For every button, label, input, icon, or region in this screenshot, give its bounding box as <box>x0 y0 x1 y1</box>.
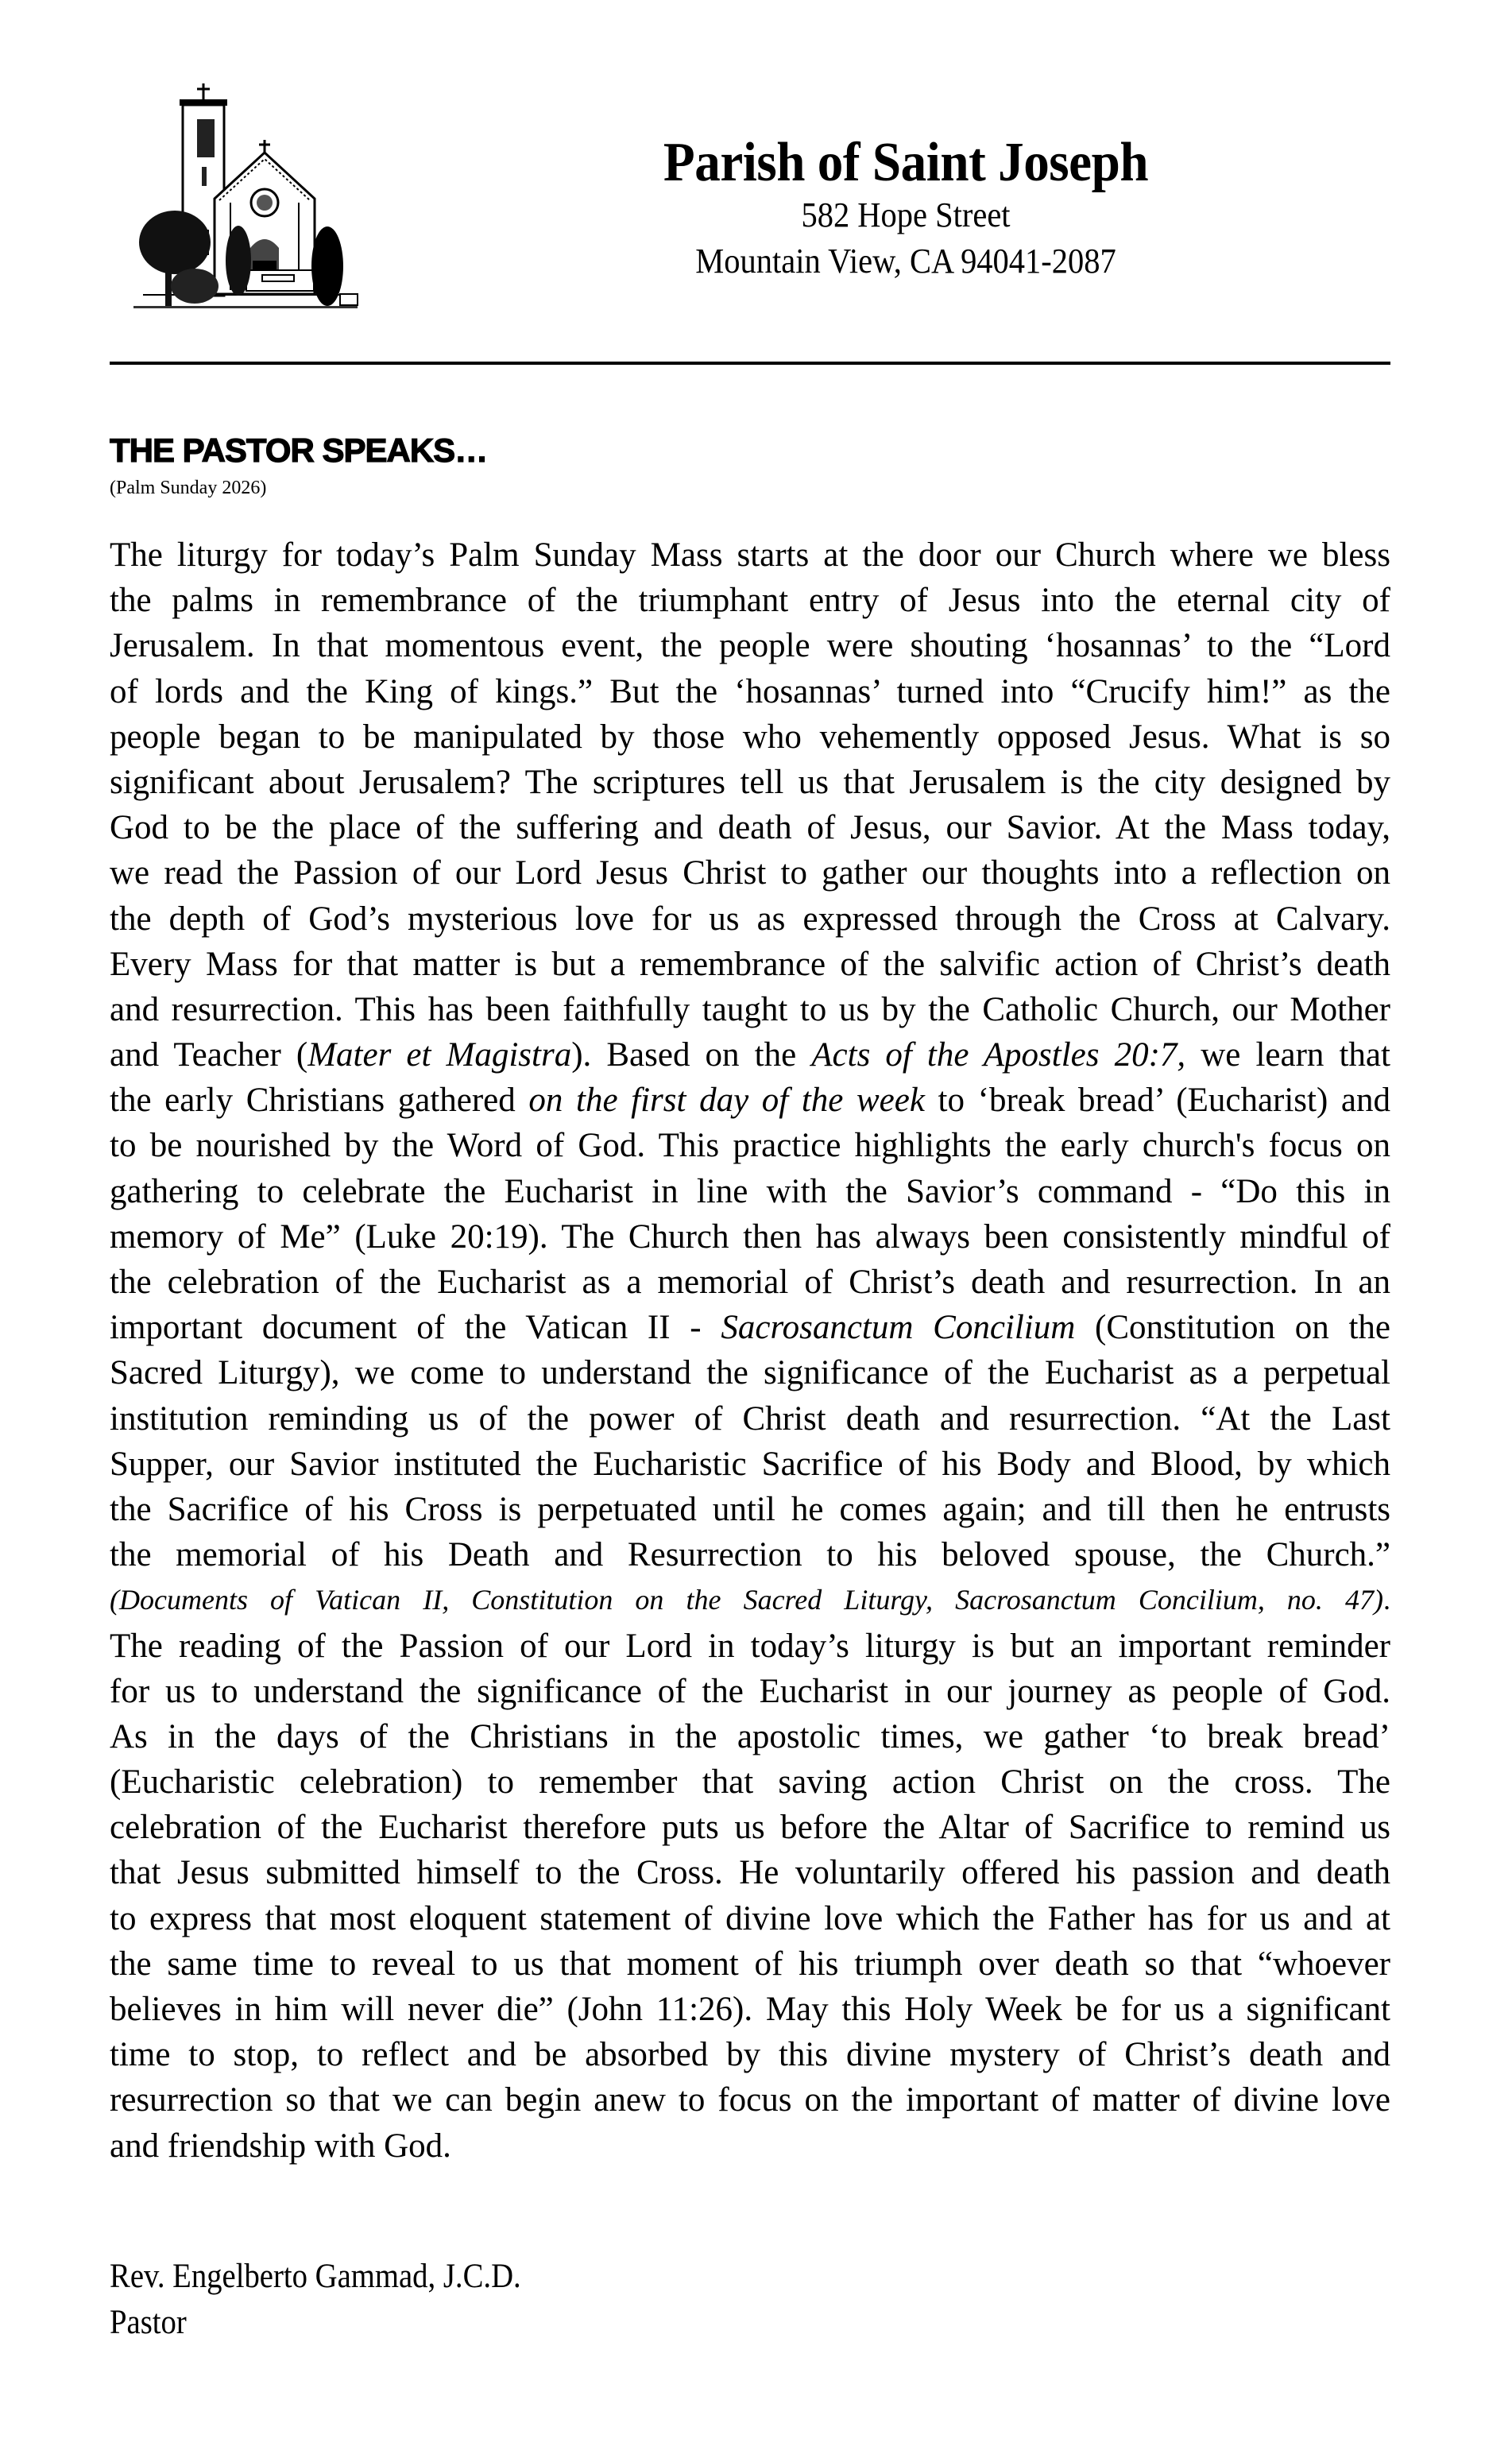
text-run: and friendship with God. <box>110 2127 451 2165</box>
text-run: . <box>1383 1584 1390 1616</box>
body-line <box>110 1896 1390 1941</box>
text-run: the memorial of his Death and Resurrection to his beloved spouse, the Church.” <box>110 1536 1390 1574</box>
body-line <box>110 1941 1390 1987</box>
church-illustration-icon <box>127 64 365 318</box>
body-line <box>110 942 1390 987</box>
body-line <box>110 896 1390 942</box>
body-line <box>110 1805 1390 1850</box>
body-line <box>110 1714 1390 1759</box>
body-line <box>110 1850 1390 1895</box>
text-run: the early Christians gathered <box>110 1082 529 1120</box>
text-run: to express that most eloquent statement of divine love which the Father has for us and at <box>110 1899 1390 1937</box>
header-divider <box>110 362 1390 365</box>
text-run: The reading of the Passion of our Lord in today’s liturgy is but an important reminder <box>110 1627 1390 1665</box>
text-run: Supper, our Savior instituted the Eucharistic Sacrifice of his Body and Blood, by which <box>110 1445 1390 1483</box>
body-line <box>110 1624 1390 1669</box>
body-line <box>110 1577 1390 1623</box>
text-run: people began to be manipulated by those who vehemently opposed Jesus. What is so <box>110 718 1390 756</box>
text-run: (Eucharistic celebration) to remember that saving action Christ on the cross. The <box>110 1763 1390 1802</box>
signature-block <box>110 2254 567 2346</box>
text-run: As in the days of the Christians in the apostolic times, we gather ‘to break bread’ <box>110 1717 1390 1755</box>
text-run: gathering to celebrate the Eucharist in line with the Savior’s command - “Do this in <box>110 1172 1390 1210</box>
text-run: the same time to reveal to us that moment of his triumph over death so that “whoever <box>110 1945 1390 1983</box>
body-line <box>110 1078 1390 1123</box>
text-run: the Sacrifice of his Cross is perpetuated until he comes again; and till then he entrusts <box>110 1490 1390 1528</box>
text-run: resurrection so that we can begin anew to focus on the important of matter of divine love <box>110 2081 1390 2119</box>
signature-title: Pastor <box>110 2304 187 2341</box>
italic-text: (Documents of Vatican II, Constitution on the Sacred Liturgy, Sacrosanctum Concilium, no. 47) <box>110 1584 1383 1616</box>
body-line <box>110 1260 1390 1305</box>
body-line <box>110 1305 1390 1350</box>
text-run: to ‘break bread’ (Eucharist) and <box>924 1082 1391 1120</box>
body-line <box>110 1214 1390 1260</box>
text-run: to be nourished by the Word of God. This practice highlights the early church's focus on <box>110 1127 1390 1165</box>
body-line <box>110 2077 1390 2123</box>
text-run: the celebration of the Eucharist as a memorial of Christ’s death and resurrection. In an <box>110 1264 1390 1301</box>
text-run: ). Based on the <box>571 1036 812 1074</box>
body-line <box>110 532 1390 578</box>
body-line <box>110 1442 1390 1487</box>
parish-header <box>588 134 1224 284</box>
body-line <box>110 1396 1390 1442</box>
text-run: Jerusalem. In that momentous event, the people were shouting ‘hosannas’ to the “Lord <box>110 627 1390 665</box>
italic-text: Sacrosanctum Concilium <box>721 1309 1076 1347</box>
body-line <box>110 1123 1390 1168</box>
text-run: The liturgy for today’s Palm Sunday Mass starts at the door our Church where we bless <box>110 536 1390 574</box>
italic-text: Acts of the Apostles 20:7, <box>811 1036 1186 1074</box>
text-run: significant about Jerusalem? The scriptures tell us that Jerusalem is the city designed by <box>110 763 1390 801</box>
body-line <box>110 1987 1390 2032</box>
text-run: the palms in remembrance of the triumphant entry of Jesus into the eternal city of <box>110 582 1390 620</box>
text-run: (Constitution on the <box>1075 1309 1390 1347</box>
address-city: Mountain View, CA 94041-2087 <box>695 242 1116 281</box>
body-line <box>110 578 1390 623</box>
text-run: memory of Me” (Luke 20:19). The Church then has always been consistently mindful of <box>110 1217 1390 1256</box>
body-line <box>110 1487 1390 1532</box>
section-title: THE PASTOR SPEAKS… <box>110 432 488 469</box>
body-line <box>110 623 1390 668</box>
body-line <box>110 1169 1390 1214</box>
body-line <box>110 850 1390 896</box>
text-run: Every Mass for that matter is but a remembrance of the salvific action of Christ’s death <box>110 945 1390 983</box>
body-line <box>110 1759 1390 1805</box>
text-run: important document of the Vatican II - <box>110 1309 721 1347</box>
address-street: 582 Hope Street <box>801 195 1011 234</box>
italic-text: on the first day of the week <box>528 1082 925 1120</box>
text-run: and Teacher ( <box>110 1036 308 1074</box>
pastor-letter-body <box>110 532 1390 2169</box>
text-run: celebration of the Eucharist therefore puts us before the Altar of Sacrifice to remind us <box>110 1809 1390 1847</box>
body-line <box>110 714 1390 760</box>
body-line <box>110 987 1390 1032</box>
body-line <box>110 2123 1390 2169</box>
body-line <box>110 805 1390 850</box>
text-run: believes in him will never die” (John 11:26). May this Holy Week be for us a significant <box>110 1991 1390 2028</box>
body-line <box>110 1350 1390 1395</box>
text-run: that Jesus submitted himself to the Cross. He voluntarily offered his passion and death <box>110 1854 1390 1892</box>
text-run: of lords and the King of kings.” But the ‘hosannas’ turned into “Crucify him!” as the <box>110 672 1390 710</box>
text-run: God to be the place of the suffering and death of Jesus, our Savior. At the Mass today, <box>110 809 1390 847</box>
body-line <box>110 1532 1390 1577</box>
text-run: Sacred Liturgy), we come to understand the significance of the Eucharist as a perpetual <box>110 1354 1390 1392</box>
body-line <box>110 760 1390 805</box>
text-run: institution reminding us of the power of Christ death and resurrection. “At the Last <box>110 1399 1390 1438</box>
signature-name: Rev. Engelberto Gammad, J.C.D. <box>110 2258 521 2295</box>
text-run: we read the Passion of our Lord Jesus Christ to gather our thoughts into a reflection on <box>110 854 1390 892</box>
body-line <box>110 669 1390 714</box>
text-run: for us to understand the significance of the Eucharist in our journey as people of God. <box>110 1672 1390 1710</box>
text-run: and resurrection. This has been faithfully taught to us by the Catholic Church, our Mother <box>110 990 1390 1028</box>
text-run: the depth of God’s mysterious love for us as expressed through the Cross at Calvary. <box>110 900 1390 938</box>
text-run: we learn that <box>1185 1036 1390 1074</box>
body-line <box>110 1669 1390 1714</box>
section-date: (Palm Sunday 2026) <box>110 478 267 498</box>
body-line <box>110 2032 1390 2077</box>
text-run: time to stop, to reflect and be absorbed by this divine mystery of Christ’s death and <box>110 2036 1390 2074</box>
body-line <box>110 1032 1390 1078</box>
parish-name: Parish of Saint Joseph <box>663 132 1149 193</box>
italic-text: Mater et Magistra <box>307 1036 572 1074</box>
